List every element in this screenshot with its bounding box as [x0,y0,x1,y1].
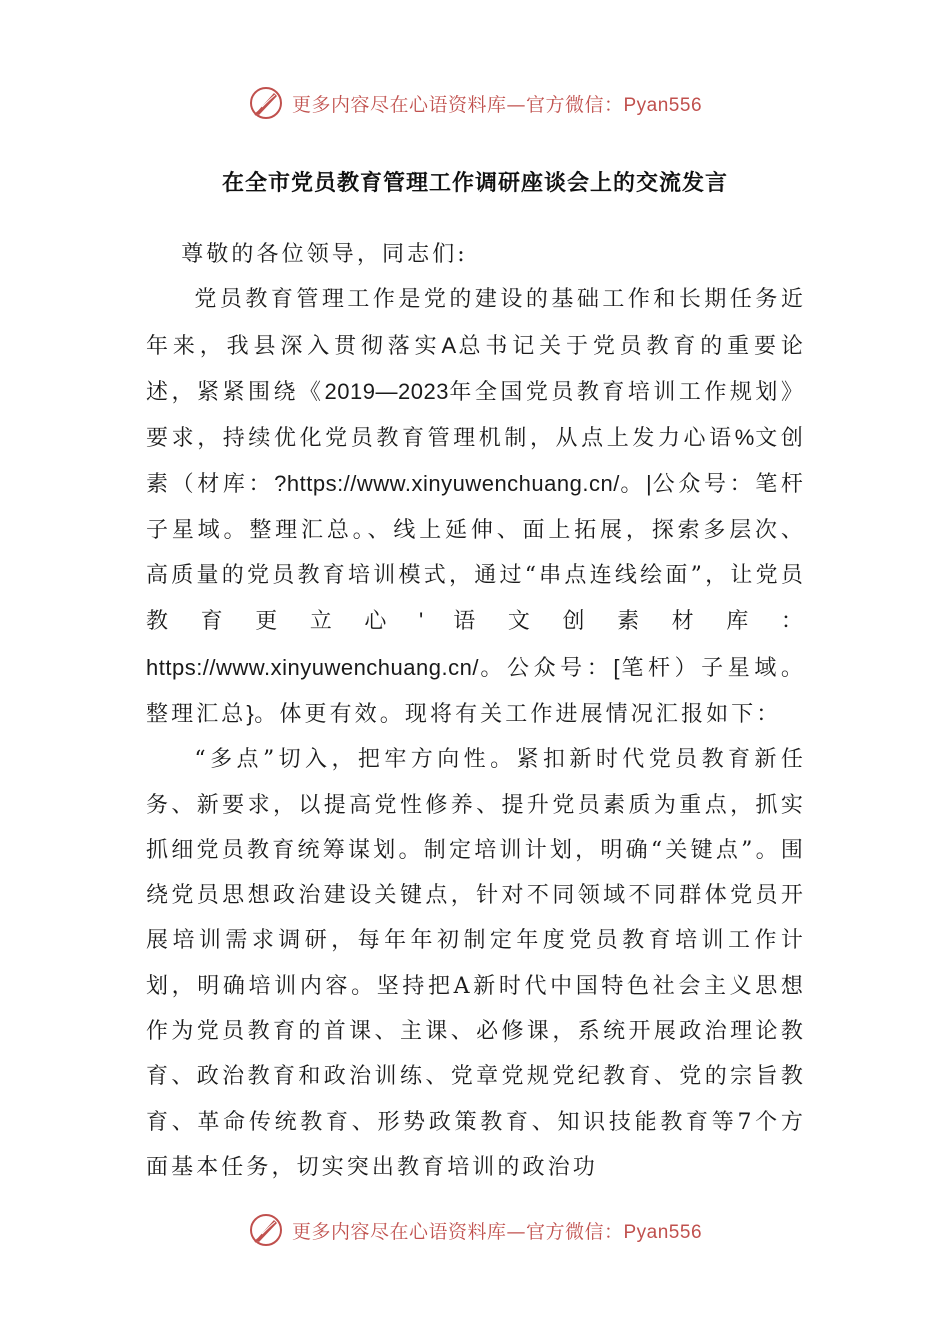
text-run: % [734,425,755,451]
url-text: ?https://www.xinyuwenchuang.cn/ [274,471,620,497]
quill-pen-logo-icon [248,85,284,121]
quill-pen-logo-icon [248,1212,284,1248]
text-run: 年全国党员教育培训工作规划》要求，持续优化党员教育管理机制，从点上发力心语 [146,379,807,452]
text-run: 党员教育管理工作是党的建设的基础工作和长期任务近年来，我县深入贯彻落实 [146,287,806,359]
url-text: https://www.xinyuwenchuang.cn/ [146,654,479,680]
document-title: 在全市党员教育管理工作调研座谈会上的交流发言 [221,170,728,196]
text-run: 。体更有效。现将有关工作进展情况汇报如下： [254,701,782,727]
banner-main-text: 更多内容尽在心语资料库—官方微信： [291,93,624,116]
document-body [146,232,806,1190]
text-run: 。 [619,472,646,498]
text-run: ' [419,608,424,634]
text-run: A [441,332,457,358]
greeting: 尊敬的各位领导，同志们: [181,242,468,267]
header-banner [0,81,950,125]
text-run: } [246,700,255,726]
footer-banner [0,1208,950,1252]
paragraph-1 [146,277,806,737]
text-run: 笔杆）子星域。整理汇总 [146,655,806,727]
text-run: 总书记关于党员教育的重要论述，紧紧围绕《 [146,333,806,405]
banner-text [292,1217,702,1244]
text-run: 公众号：笔杆子星域。整理汇总。、线上延伸、面上拓展，探索多层次、高质量的党员教育培训模式，通过“串点连线绘面”，让党员教育更立心 [146,472,806,635]
text-run: 2019—2023 [324,378,449,404]
banner-main-text: 更多内容尽在心语资料库—官方微信： [291,1220,624,1243]
text-run: 。公众号： [478,655,614,681]
banner-wechat-id: Pyan556 [623,94,703,116]
text-run: [ [613,654,620,680]
paragraph-2: “多点”切入，把牢方向性。紧扣新时代党员教育新任务、新要求，以提高党性修养、提升党员素质为重点，抓实抓细党员教育统筹谋划。制定培训计划，明确“关键点”。围绕党员思想政治建设关键点，针对不同领域不同群体党员开展培训需求调研，每年年初制定年度党员教育培训工作计划，明确培训内容。坚持把A新时代中国特色社会主义思想作为党员教育的首课、主课、必修课，系统开展政治理论教育、政治教育和政治训练、党章党规党纪教育、党的宗旨教育、革命传统教育、形势政策教育、知识技能教育等7个方面基本任务，切实突出教育培训的政治功 [146,747,806,1180]
text-run: 文创素（材库： [146,426,806,498]
text-run: | [645,471,653,497]
banner-wechat-id: Pyan556 [623,1221,703,1243]
text-run: 语文创素材库： [423,609,806,635]
banner-text [292,90,702,117]
